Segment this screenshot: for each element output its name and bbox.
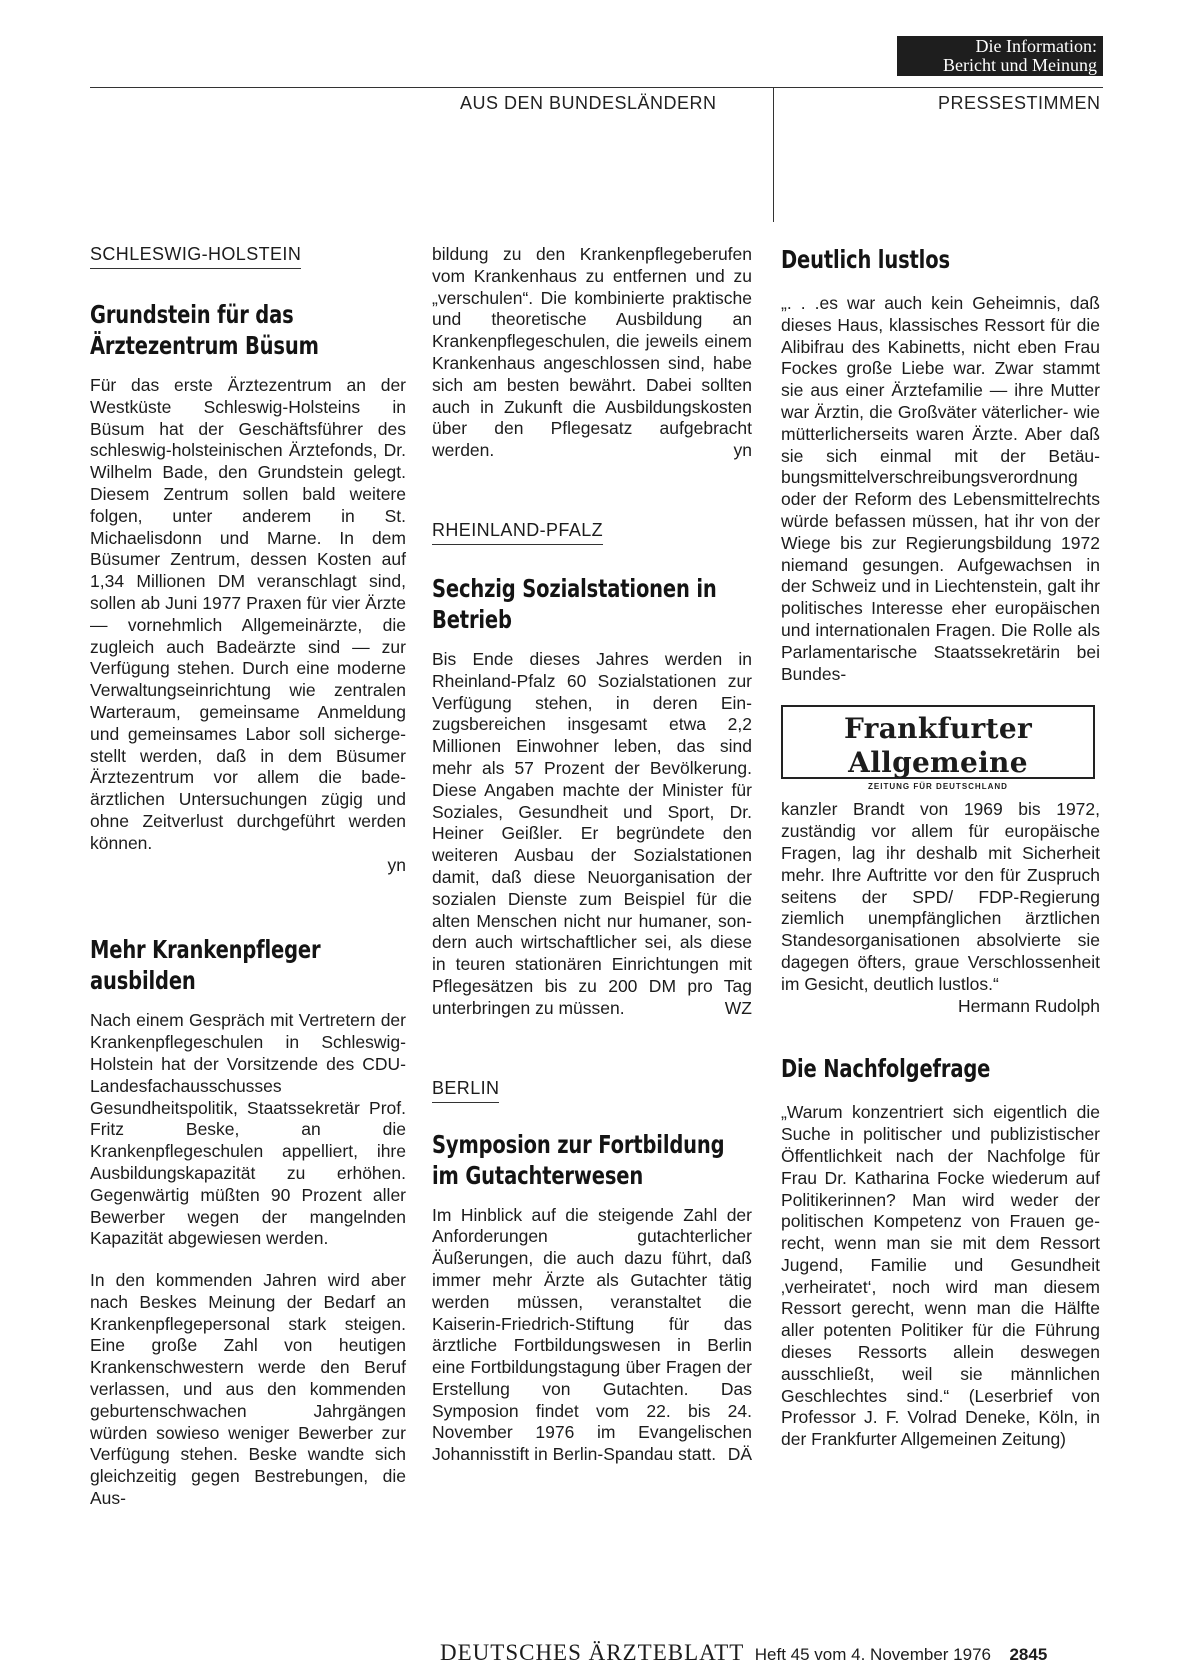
article-aerztezentrum-body: Für das erste Ärztezentrum an der Westküste Schleswig-Holsteins in Büsum hat der Geschäftsführer des schleswig-holsteinischen Ärztefonds, Dr. Wilhelm Bade, den Grundstein gelegt. Diesem Zentrum sollen bald weitere folgen, unter anderem in St. Michaelisdonn und Marne. In dem Büsumer Zentrum, dessen Kosten auf 1,34 Millionen DM veranschlagt sind, sollen ab Juni 1977 Praxen für vier Ärzte — vornehmlich Allgemeinärzte, die zugleich auch Badeärzte sind — zur Verfügung stehen. Durch eine moderne Verwaltungseinrichtung wie zentralen Warteraum, gemeinsame Anmeldung und gemeinsames Labor soll sichergestellt werden, daß in dem Büsumer Ärztezentrum vor allem die badeärztlichen Untersuchungen zügig und ohne Zeitverlust durchgeführt werden können. [90, 375, 406, 853]
headline-symposion: Symposion zur Fortbildung im Gutachterwesen [432, 1129, 725, 1190]
badge-line-1: Die Information: [975, 36, 1097, 56]
footer-issue: Heft 45 vom 4. November 1976 [754, 1645, 991, 1664]
article-lustlos-signature: Hermann Rudolph [957, 995, 1100, 1016]
article-krankenpfleger-paragraph-1: Nach einem Gespräch mit Vertretern der Krankenpflegeschulen in Schleswig-Holstein hat der Vorsitzende des CDU-Landesfachausschusses Gesundheitspolitik, Staatssekretär Prof. Fritz Beske, an die Krankenpflegeschulen appelliert, ihre Ausbildungskapazität zu erhöhen. Gegenwärtig müßten 90 Prozent aller Bewerber wegen der mangelnden Kapazität abgewiesen werden. [90, 1010, 406, 1249]
header-rule [90, 87, 1103, 88]
badge-line-2: Bericht und Meinung [943, 55, 1097, 75]
headline-aerztezentrum-buesum: Grundstein für das Ärztezentrum Büsum [90, 300, 319, 360]
region-berlin: BERLIN [432, 1078, 499, 1103]
article-sozialstationen-signature: WZ [724, 997, 752, 1018]
section-badge [897, 36, 1103, 76]
article-lustlos-paragraph-1: „. . .es war auch kein Geheimnis, daß dieses Haus, klassisches Ressort für die Alibifrau des Kabinetts, nicht eben Frau Fockes große Liebe war. Zwar stammt sie aus einer Ärztefamilie — ihre Mutter war Ärztin, die Großväter väterlicher- wie mütterlicherseits waren Ärzte. Aber daß sie sich einmal mit der Betäubungsmittelverschreibungsverordnung oder der Reform des Lebensmittelrechts würde befassen müssen, hat ihr von der Wiege bis zur Regierungsbildung 1972 niemand gesungen. Aufgewachsen in der Schweiz und in Liechtenstein, galt ihr politisches Interesse eher europäischen und internationalen Fragen. Die Rolle als Parlamentarische Staatssekretärin bei Bundes- [781, 293, 1100, 684]
faz-logo-subtitle: ZEITUNG FÜR DEUTSCHLAND [868, 782, 1008, 792]
headline-mehr-krankenpfleger: Mehr Krankenpfleger ausbilden [90, 935, 321, 996]
region-rheinland-pfalz: RHEINLAND-PFALZ [432, 520, 603, 545]
headline-sozialstationen: Sechzig Sozialstationen in Betrieb [432, 573, 717, 634]
article-nachfolgefrage-body: „Warum konzentriert sich eigentlich die Suche in politischer und publizistischer Öffentlichkeit nach der Nachfolge für Frau Dr. Katharina Focke wiederum auf Politikerinnen? Man wird weder der politischen Kompetenz von Frauen gerecht, wenn man sie mit dem Ressort Jugend, Familie und Gesundheit ‚verheiratet‘, noch wird man diesem Ressort gerecht, wenn man die Hälfte aller potenten Politiker für die Führung dieses Ressorts allein deswegen ausschließt, weil sie männlichen Geschlechtes sind.“ (Leserbrief von Professor J. F. Volrad Deneke, Köln, in der Frankfurter Allgemeinen Zeitung) [781, 1102, 1100, 1450]
article-lustlos-paragraph-2: kanzler Brandt von 1969 bis 1972, zuständig vor allem für europäische Fragen, lag ihr deshalb mit Sicherheit mehr. Ihre Auftritte vor den für Zuspruch seitens der SPD/ FDP-Regierung ziemlich unempfänglichen ärztlichen Standesorganisationen absolvierte sie dagegen öfters, graue Verschlossenheit im Gesicht, deutlich lustlos.“ [781, 799, 1100, 994]
article-krankenpfleger-signature: yn [733, 440, 752, 461]
article-krankenpfleger-continuation: bildung zu den Krankenpflegeberufen vom Krankenhaus zu entfernen und zu „verschulen“. Die kombinierte praktische und theoretische Ausbildung an Krankenpflegeschulen, die jeweils einem Krankenhaus angeschlossen sind, habe sich am besten bewährt. Dabei sollten auch in Zukunft die Ausbildungskosten über den Pflegesatz aufgebracht werden. [432, 244, 752, 461]
footer-page-number: 2845 [1009, 1645, 1048, 1664]
article-krankenpfleger-paragraph-2: In den kommenden Jahren wird aber nach Beskes Meinung der Bedarf an Krankenpflegepersonal stark steigen. Eine große Zahl von heutigen Krankenschwestern werde den Beruf verlassen, und aus den kommenden geburtenschwachen Jahrgängen würden sowieso weniger Bewerber zur Verfügung stehen. Beske wandte sich gleichzeitig gegen Bestrebungen, die Aus- [90, 1270, 406, 1509]
faz-logo [781, 705, 1095, 792]
section-label-pressestimmen: PRESSESTIMMEN [938, 93, 1101, 113]
column-2 [432, 244, 752, 1466]
column-3 [781, 244, 1100, 1451]
article-aerztezentrum-signature: yn [387, 854, 406, 875]
footer-magazine-title: DEUTSCHES ÄRZTEBLATT [440, 1640, 745, 1665]
headline-nachfolgefrage: Die Nachfolgefrage [781, 1054, 991, 1084]
article-symposion-body: Im Hinblick auf die steigende Zahl der Anforderungen gutachterlicher Äußerungen, die auch dazu führt, daß immer mehr Ärzte als Gutachter tätig werden müssen, veranstaltet die Kaiserin-Friedrich-Stiftung für das ärztliche Fortbildungswesen in Berlin eine Fortbildungstagung über Fragen der Erstellung von Gutachten. Das Symposion findet vom 22. bis 24. November 1976 im Evangelischen Johannisstift in Berlin-Spandau statt. [432, 1204, 752, 1465]
page-footer [440, 1640, 1110, 1666]
faz-logo-name: Frankfurter Allgemeine [844, 712, 1032, 780]
section-label-bundeslaender: AUS DEN BUNDESLÄNDERN [460, 93, 717, 113]
column-divider [773, 87, 774, 222]
headline-deutlich-lustlos: Deutlich lustlos [781, 245, 950, 274]
column-1 [90, 244, 406, 1510]
article-sozialstationen-body: Bis Ende dieses Jahres werden in Rheinland-Pfalz 60 Sozialstationen zur Verfügung stehen, in deren Einzugsbereichen insgesamt etwa 2,2 Millionen Einwohner leben, das sind mehr als 57 Prozent der Bevölkerung. Diese Angaben machte der Minister für Soziales, Gesundheit und Sport, Dr. Heiner Geißler. Er begründete den weiteren Ausbau der Sozialstationen damit, daß diese Neuorganisation der sozialen Dienste zum Beispiel für die alten Menschen nicht nur humaner, sondern auch wirtschaftlicher sei, als diese in teuren stationären Einrichtungen mit Pflegesätzen bis zu 200 DM pro Tag unterbringen zu müssen. [432, 648, 752, 1018]
region-schleswig-holstein: SCHLESWIG-HOLSTEIN [90, 244, 301, 269]
article-symposion-signature: DÄ [727, 1444, 752, 1465]
